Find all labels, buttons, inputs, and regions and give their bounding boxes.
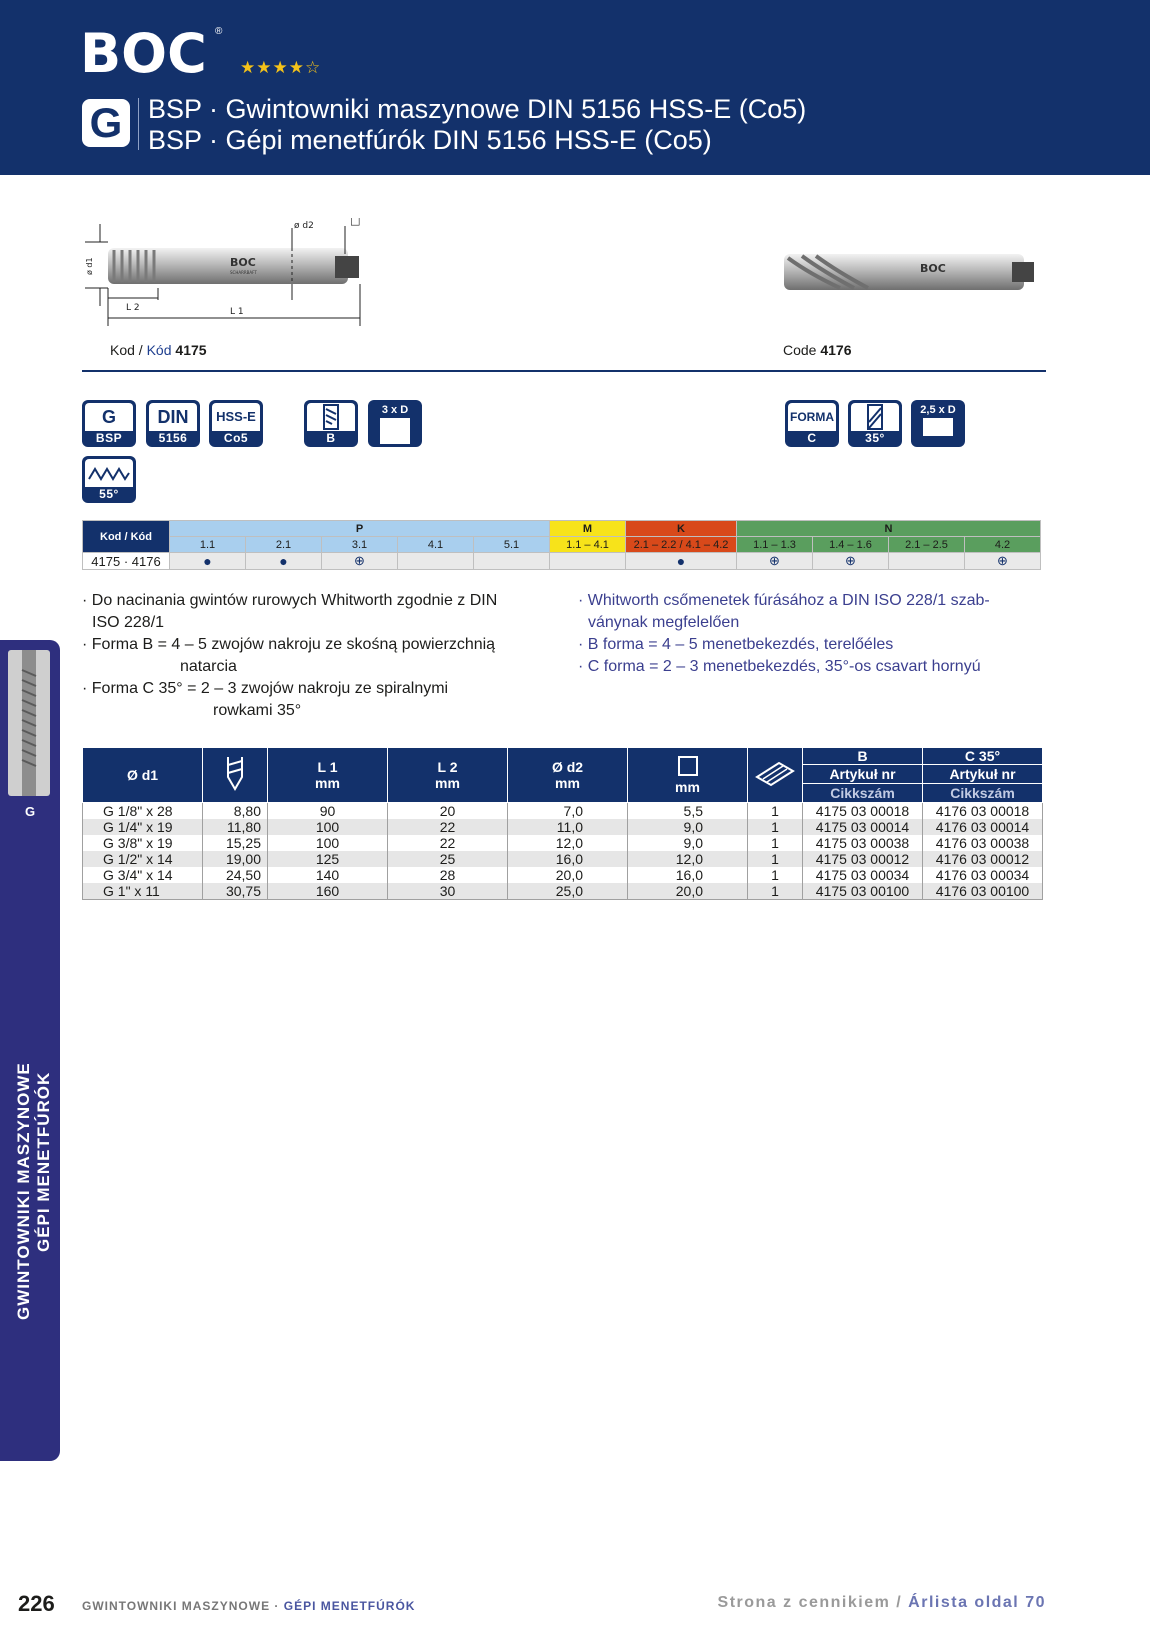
tap-square (335, 256, 359, 278)
footer-section: GWINTOWNIKI MASZYNOWE · GÉPI MENETFÚRÓK (82, 1599, 416, 1613)
table-row: G 1/4" x 19 11,80 100 22 11,0 9,0 1 4175 03 00014 4176 03 00014 (83, 819, 1043, 835)
badge-hss-bottom: Co5 (223, 431, 249, 445)
caption-4176-label: Code (783, 342, 817, 358)
square-icon (678, 756, 698, 776)
through-hole-icon (923, 418, 953, 436)
sidebar-title (14, 1062, 54, 1320)
tap-4176-brand: BOC (920, 262, 946, 275)
caption-4176-code: 4176 (820, 342, 852, 358)
badge-din-bottom: 5156 (158, 431, 188, 445)
col-c-art: Artykuł nr (923, 765, 1043, 784)
note-hu-1: · Whitworth csőmenetek fúrásához a DIN ISO 228/1 szab- (578, 592, 990, 609)
tap-shank (108, 248, 348, 284)
badge-depth2-top: 2,5 x D (914, 403, 962, 417)
note-hu-3: · B forma = 4 – 5 menetbekezdés, terelőéles (578, 636, 894, 653)
group-n: N (737, 521, 1041, 537)
caption-4175-code: 4175 (175, 342, 207, 358)
badge-spiral-35 (848, 400, 902, 447)
drill-icon (218, 755, 252, 793)
badge-forma-top: FORMA (788, 403, 836, 431)
material-row-label: 4175 · 4176 (83, 553, 170, 570)
note-pl-3: · Forma B = 4 – 5 zwojów nakroju ze skośną powierzchnią (82, 636, 496, 653)
badge-form-b-bottom: B (326, 431, 336, 445)
note-pl-4: natarcia (180, 658, 237, 675)
thread-type-letter: G (82, 99, 130, 147)
badge-thread-bottom: 55° (99, 487, 119, 501)
badge-g-bsp (82, 400, 136, 447)
header-divider (138, 98, 139, 150)
section-sidebar (0, 640, 60, 1461)
sub-n1: 1.1 – 1.3 (737, 537, 813, 553)
sidebar-title-hu: GÉPI MENETFÚRÓK (34, 1071, 53, 1252)
badge-din-5156 (146, 400, 200, 447)
mark-p1: ● (170, 553, 246, 570)
col-l2: L 2 mm (388, 748, 508, 803)
rating-stars: ★★★★☆ (240, 58, 322, 77)
badge-g-bottom: BSP (95, 431, 123, 445)
table-row: G 1/8" x 28 8,80 90 20 7,0 5,5 1 4175 03 00018 4176 03 00018 (83, 803, 1043, 820)
mark-p3: ⊕ (322, 553, 398, 570)
table-row: G 3/4" x 14 24,50 140 28 20,0 16,0 1 4175 03 00034 4176 03 00034 (83, 867, 1043, 883)
page-title-pl: BSP · Gwintowniki maszynowe DIN 5156 HSS-E (Co5) (148, 94, 807, 124)
mark-p4 (398, 553, 474, 570)
mark-n4: ⊕ (965, 553, 1041, 570)
caption-4175-sep: / (134, 342, 147, 358)
col-b-art: Artykuł nr (803, 765, 923, 784)
badge-hss-top: HSS-E (212, 403, 260, 431)
col-drill (203, 748, 268, 803)
badge-hss-co5 (209, 400, 263, 447)
col-c35: C 35° (923, 748, 1043, 765)
col-pack (748, 748, 803, 803)
thread-profile-icon (85, 459, 133, 487)
tap-brand-sub: SCHARRBAFT (230, 270, 257, 275)
tap-brand: BOC (230, 256, 256, 269)
col-square: mm (628, 748, 748, 803)
caption-4176 (783, 342, 852, 358)
col-l1: L 1 mm (268, 748, 388, 803)
group-m: M (550, 521, 626, 537)
tap-4175-drawing (80, 218, 380, 336)
label-d2: ø d2 (294, 221, 314, 231)
sidebar-title-pl: GWINTOWNIKI MASZYNOWE (14, 1062, 33, 1320)
note-hu-2: ványnak megfelelően (588, 614, 740, 631)
notes-hungarian (578, 590, 1048, 678)
group-k: K (626, 521, 737, 537)
mark-n2: ⊕ (813, 553, 889, 570)
caption-4175-hu: Kód (146, 342, 172, 358)
material-code-header: Kod / Kód (83, 521, 170, 553)
badge-forma-bottom: C (807, 431, 817, 445)
sub-n3: 2.1 – 2.5 (889, 537, 965, 553)
col-d2: Ø d2 mm (508, 748, 628, 803)
sub-p2: 2.1 (246, 537, 322, 553)
sub-p5: 5.1 (474, 537, 550, 553)
note-pl-1: · Do nacinania gwintów rurowych Whitworth zgodnie z DIN (82, 592, 498, 609)
mark-p5 (474, 553, 550, 570)
package-icon (753, 759, 797, 789)
footer-price-ref: Strona z cennikiem / Árlista oldal 70 (717, 1594, 1046, 1611)
badge-g-top: G (85, 403, 133, 431)
page-title-hu: BSP · Gépi menetfúrók DIN 5156 HSS-E (Co5) (148, 125, 712, 155)
note-pl-6: rowkami 35° (213, 702, 302, 719)
table-row: G 1/2" x 14 19,00 125 25 16,0 12,0 1 4175 03 00012 4176 03 00012 (83, 851, 1043, 867)
sub-n4: 4.2 (965, 537, 1041, 553)
note-pl-2: ISO 228/1 (92, 614, 165, 631)
registered-mark: ® (215, 26, 223, 37)
group-p: P (170, 521, 550, 537)
sidebar-tap-image (8, 650, 50, 796)
label-square: □ (350, 218, 361, 227)
boc-logo (80, 26, 223, 78)
badge-angle-bottom: 35° (865, 431, 885, 445)
label-l2: L 2 (126, 303, 140, 313)
mark-p2: ● (246, 553, 322, 570)
note-hu-4: · C forma = 2 – 3 menetbekezdés, 35°-os csavart hornyú (578, 658, 981, 675)
product-table (82, 747, 1043, 900)
spiral-flute-icon (851, 403, 899, 431)
sub-p3: 3.1 (322, 537, 398, 553)
label-d1: ø d1 (85, 257, 94, 275)
label-l1: L 1 (230, 307, 244, 317)
section-divider (82, 370, 1046, 372)
notes-polish (82, 590, 552, 722)
tap-4176-image (780, 248, 1050, 308)
mark-k: ● (626, 553, 737, 570)
product-rows (83, 803, 1043, 900)
badge-depth-2-5xd (911, 400, 965, 447)
sub-m: 1.1 – 4.1 (550, 537, 626, 553)
form-b-icon (307, 403, 355, 431)
badge-forma-c (785, 400, 839, 447)
material-table (82, 520, 1041, 570)
mark-n3 (889, 553, 965, 570)
sub-k: 2.1 – 2.2 / 4.1 – 4.2 (626, 537, 737, 553)
note-pl-5: · Forma C 35° = 2 – 3 zwojów nakroju ze spiralnymi (82, 680, 449, 697)
badge-depth-3xd (368, 400, 422, 447)
sub-n2: 1.4 – 1.6 (813, 537, 889, 553)
page-header (0, 0, 1150, 175)
table-row: G 3/8" x 19 15,25 100 22 12,0 9,0 1 4175 03 00038 4176 03 00038 (83, 835, 1043, 851)
table-row: G 1" x 11 30,75 160 30 25,0 20,0 1 4175 03 00100 4176 03 00100 (83, 883, 1043, 900)
sub-p4: 4.1 (398, 537, 474, 553)
caption-4175-pl: Kod (110, 342, 135, 358)
sidebar-letter: G (24, 804, 36, 819)
col-b-cikk: Cikkszám (803, 784, 923, 803)
badge-form-b (304, 400, 358, 447)
badge-din-top: DIN (149, 403, 197, 431)
badge-depth1-top: 3 x D (371, 403, 419, 417)
mark-m (550, 553, 626, 570)
sub-p1: 1.1 (170, 537, 246, 553)
page-number: 226 (18, 1591, 55, 1616)
col-b: B (803, 748, 923, 765)
badge-thread-55 (82, 456, 136, 503)
mark-n1: ⊕ (737, 553, 813, 570)
col-d1: Ø d1 (83, 748, 203, 803)
caption-4175 (110, 342, 207, 358)
blind-hole-icon (380, 418, 410, 444)
col-c-cikk: Cikkszám (923, 784, 1043, 803)
logo-letter-b: BOC (80, 26, 207, 78)
